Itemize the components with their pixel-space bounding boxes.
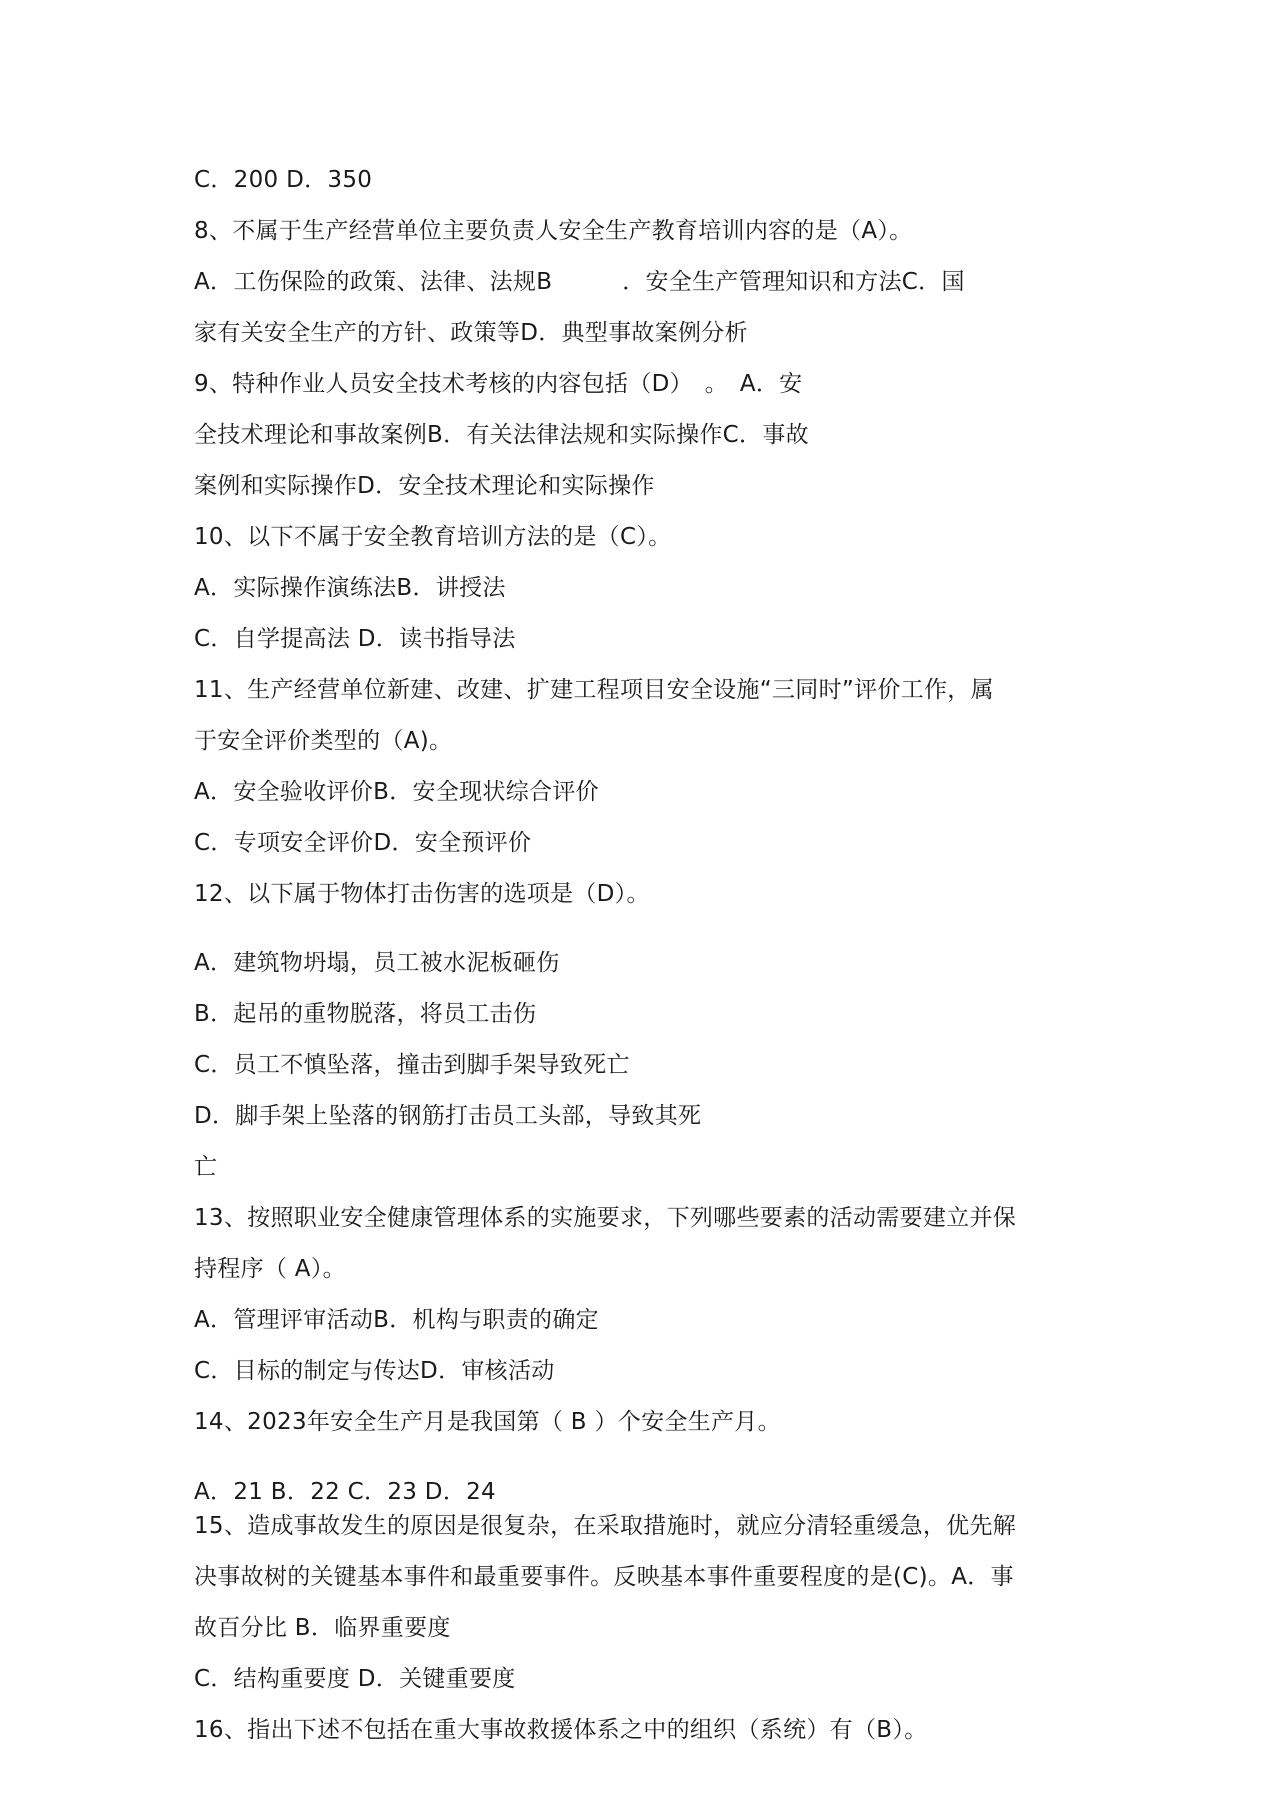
question-15: 15、造成事故发生的原因是很复杂，在采取措施时，就应分清轻重缓急，优先解: [194, 1513, 1017, 1539]
text-line: A．管理评审活动B．机构与职责的确定: [194, 1307, 599, 1333]
question-10: 10、以下不属于安全教育培训方法的是（C）。: [194, 524, 672, 550]
text-line: A．建筑物坍塌，员工被水泥板砸伤: [194, 950, 560, 976]
text-line: C．目标的制定与传达D．审核活动: [194, 1358, 555, 1384]
text-line: D．脚手架上坠落的钢筋打击员工头部，导致其死: [194, 1103, 702, 1129]
text-line: C．结构重要度 D．关键重要度: [194, 1666, 516, 1692]
question-14: 14、2023年安全生产月是我国第（ B ）个安全生产月。: [194, 1409, 781, 1435]
question-8: 8、不属于生产经营单位主要负责人安全生产教育培训内容的是（A）。: [194, 218, 913, 244]
text-line: 全技术理论和事故案例B．有关法律法规和实际操作C．事故: [194, 422, 809, 448]
text-line: C．200 D．350: [194, 167, 373, 193]
text-line: 故百分比 B．临界重要度: [194, 1615, 451, 1641]
text-line: A．21 B．22 C．23 D．24: [194, 1479, 496, 1505]
text-line: A．安全验收评价B．安全现状综合评价: [194, 779, 599, 805]
question-13: 13、按照职业安全健康管理体系的实施要求，下列哪些要素的活动需要建立并保: [194, 1205, 1017, 1231]
text-line: 决事故树的关键基本事件和最重要事件。反映基本事件重要程度的是(C)。A．事: [194, 1564, 1014, 1590]
text-line: C．自学提高法 D．读书指导法: [194, 626, 516, 652]
text-line: B．起吊的重物脱落，将员工击伤: [194, 1001, 537, 1027]
text-line: 于安全评价类型的（A)。: [194, 728, 453, 754]
text-line: A．工伤保险的政策、法律、法规B ．安全生产管理知识和方法C．国: [194, 269, 965, 295]
text-line: 家有关安全生产的方针、政策等D．典型事故案例分析: [194, 320, 748, 346]
text-line: A．实际操作演练法B．讲授法: [194, 575, 506, 601]
question-11: 11、生产经营单位新建、改建、扩建工程项目安全设施“三同时”评价工作，属: [194, 677, 994, 703]
text-line: 亡: [194, 1154, 218, 1180]
text-line: 案例和实际操作D．安全技术理论和实际操作: [194, 473, 655, 499]
text-line: 持程序（ A）。: [194, 1256, 346, 1282]
question-9: 9、特种作业人员安全技术考核的内容包括（D） 。 A．安: [194, 371, 803, 397]
question-12: 12、以下属于物体打击伤害的选项是（D）。: [194, 881, 650, 907]
question-16: 16、指出下述不包括在重大事故救援体系之中的组织（系统）有（B）。: [194, 1717, 928, 1743]
text-line: C．员工不慎坠落，撞击到脚手架导致死亡: [194, 1052, 630, 1078]
text-line: C．专项安全评价D．安全预评价: [194, 830, 532, 856]
